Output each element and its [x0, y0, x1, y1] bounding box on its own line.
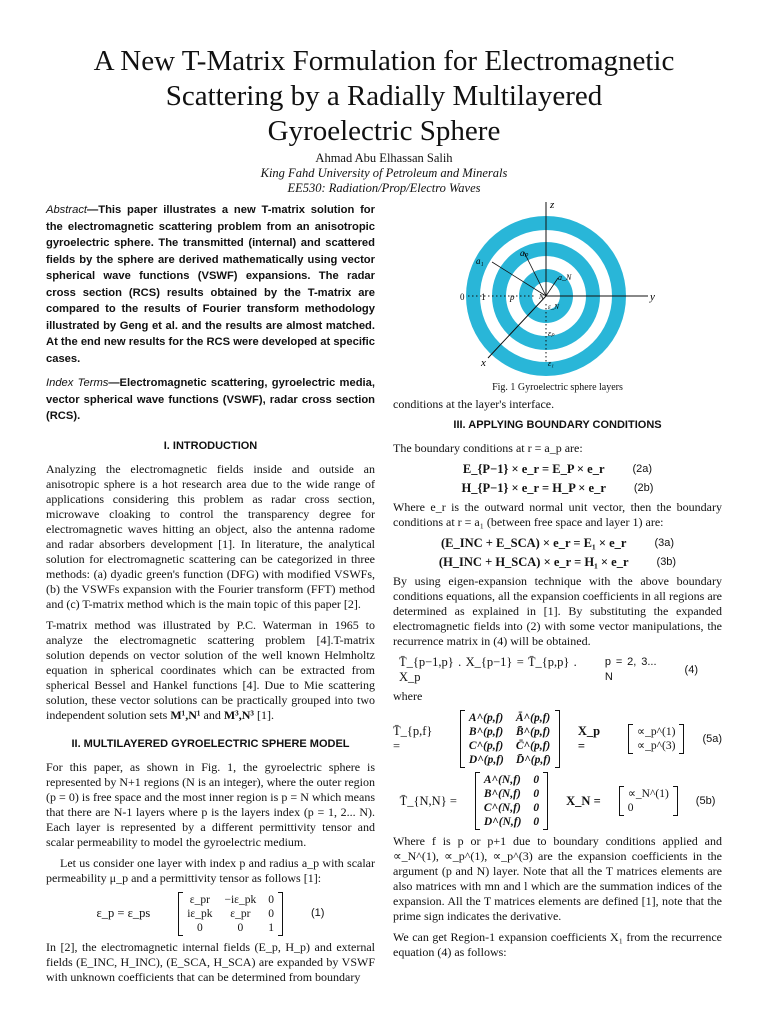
- model-paragraph-2: Let us consider one layer with index p and radius a_p with scalar permeability μ_p and a permittivity tensor as follows [1]:: [46, 855, 375, 885]
- matrix-cell: A^(N,f): [483, 774, 521, 786]
- matrix-cell: 0: [196, 921, 203, 934]
- vector-cell: 0: [627, 802, 634, 814]
- equation-2a: [393, 462, 722, 477]
- equation-5b: [393, 772, 722, 830]
- eq1-matrix: [178, 892, 283, 936]
- intro-p2-end: [1].: [254, 707, 275, 722]
- left-column: [46, 202, 375, 991]
- eq3a-number: (3a): [654, 537, 675, 549]
- vector-cell: ∝_N^(1): [627, 788, 669, 800]
- eq5b-lhs: T̄_{N,N} =: [399, 793, 457, 808]
- right-column: [393, 397, 722, 966]
- section-heading-model: II. MULTILAYERED GYROELECTRIC SPHERE MODEL: [71, 737, 350, 750]
- matrix-cell: B^(N,f): [483, 788, 521, 800]
- equation-2b: [393, 481, 722, 496]
- matrix-cell: D̄^(p,f): [515, 754, 551, 766]
- eq5b-number: (5b): [695, 794, 716, 807]
- matrix-cell: C̄^(p,f): [515, 740, 551, 752]
- eq3a-text: (E_INC + E_SCA) × e_r = E₁ × e_r: [440, 536, 627, 550]
- author-name: Ahmad Abu Elhassan Salih: [315, 151, 453, 165]
- eq5a-lhs: T̄_{p,f} =: [393, 724, 433, 753]
- matrix-cell: A^(p,f): [468, 712, 504, 724]
- eq3b-text: (H_INC + H_SCA) × e_r = H₁ × e_r: [438, 555, 629, 569]
- eq5a-x-lhs: X_p =: [577, 724, 601, 753]
- index-terms: [46, 375, 375, 425]
- vector-cell: ∝_p^(3): [636, 740, 676, 752]
- eq1-lhs: ε_p = ε_ps: [96, 906, 151, 920]
- matrix-cell: 0: [237, 921, 244, 934]
- eq4-text: T̄_{p−1,p} . X_{p−1} = T̄_{p,p} . X_p: [399, 655, 577, 684]
- bc-paragraph-2: Where e_r is the outward normal unit vector, then the boundary conditions at r = a₁ (between free space and layer 1) are:: [393, 500, 722, 529]
- vector-cell: ∝_p^(1): [636, 726, 676, 738]
- author-block: [0, 151, 768, 196]
- index-terms-text: —Electromagnetic scattering, gyroelectric media, vector spherical wave functions (VSWF), radar cross section (RCS).: [46, 377, 375, 422]
- intro-paragraph-1: Analyzing the electromagnetic fields inside and outside an anisotropic sphere is a hot research area due to the wide range of applications considering this problem as radar cross section, microwave cloaking to control the transparency degree for electromagnetic waves hitting an object, also the antenna radome and radar absorbers development [1]. In literature, the analytical solution for electromagnetic scattering can be categorized in three methods: (a) dyadic green's function (DFG) with modified VSWFs, (b) the VSWFs expansion with the Fourier transform (FFT) method and (c) T-matrix method which is the main topic of this paper [2].: [46, 461, 375, 611]
- bc-paragraph-5: We can get Region-1 expansion coefficients X₁ from the recurrence equation (4) as follows:: [393, 930, 722, 959]
- bc-paragraph-0: conditions at the layer's interface.: [393, 397, 555, 411]
- eq5b-x-lhs: X_N =: [566, 793, 601, 808]
- sphere-layers-diagram: [448, 196, 688, 376]
- matrix-cell: 0: [533, 774, 540, 786]
- index-terms-lead: Index Terms: [46, 377, 109, 389]
- section-heading-intro: I. INTRODUCTION: [163, 439, 258, 452]
- eq2b-number: (2b): [633, 482, 654, 494]
- matrix-cell: ε_pr: [189, 893, 210, 906]
- matrix-cell: 0: [268, 907, 274, 920]
- matrix-cell: D^(p,f): [468, 754, 504, 766]
- equation-3b: [393, 555, 722, 570]
- bc-paragraph-1: The boundary conditions at r = a_p are:: [393, 441, 583, 455]
- matrix-cell: Ā^(p,f): [515, 712, 551, 724]
- equation-4: [393, 655, 722, 685]
- intro-paragraph-2: [46, 618, 375, 723]
- eq5a-matrix: [460, 710, 560, 768]
- solution-set-1: M¹,N¹: [170, 707, 201, 722]
- figure-caption-text: Fig. 1 Gyroelectric sphere layers: [492, 382, 623, 393]
- abstract-lead: Abstract: [46, 204, 88, 216]
- title-line: Scattering by a Radially Multilayered: [165, 80, 603, 112]
- fig-label-y: y: [650, 291, 655, 303]
- equation-3a: [393, 536, 722, 551]
- eq5a-number: (5a): [702, 732, 722, 745]
- eq3b-number: (3b): [656, 556, 677, 568]
- equation-5a: [393, 710, 722, 768]
- figure-1: [448, 196, 688, 376]
- title-line: Gyroelectric Sphere: [267, 115, 501, 147]
- fig-label-eps-1: ε₁: [548, 359, 554, 368]
- fig-label-region-p: p: [510, 292, 515, 302]
- where-label: where: [393, 689, 423, 703]
- fig-label-eps-p: εₚ: [548, 329, 555, 338]
- matrix-cell: ε_pr: [230, 907, 251, 920]
- figure-caption: [393, 376, 722, 395]
- section-heading-boundary: III. APPLYING BOUNDARY CONDITIONS: [453, 419, 662, 431]
- matrix-cell: B̄^(p,f): [515, 726, 551, 738]
- fig-label-region-1: 1: [481, 292, 486, 302]
- fig-label-z: z: [550, 199, 555, 211]
- matrix-cell: C^(p,f): [468, 740, 504, 752]
- eq4-range: p = 2, 3... N: [604, 656, 657, 683]
- fig-label-a1: a₁: [476, 256, 484, 266]
- matrix-cell: −iε_pk: [224, 893, 257, 906]
- fig-label-eps-N: ε_N: [548, 303, 559, 311]
- eq5b-matrix: [475, 772, 548, 830]
- intro-p2-and: and: [200, 707, 224, 722]
- matrix-cell: 0: [533, 816, 540, 828]
- title-line: A New T-Matrix Formulation for Electromagnetic: [93, 45, 675, 77]
- eq5b-x-vector: [619, 786, 678, 816]
- eq1-number: (1): [311, 907, 325, 919]
- solution-set-3: M³,N³: [223, 707, 255, 722]
- matrix-cell: 0: [533, 788, 540, 800]
- model-paragraph-1: For this paper, as shown in Fig. 1, the gyroelectric sphere is represented by N+1 regions (N is an integer), where the outer region (p = 0) is free space and the most inner region is p = N which means that there are N-1 layers where p is the layers index (p = 1, 2... N). Each layer is represented by a different permittivity tensor and scalar permeability to model the gyroelectric medium.: [46, 759, 375, 849]
- fig-label-x: x: [481, 357, 486, 369]
- eq2b-text: H_{P−1} × e_r = H_P × e_r: [461, 481, 606, 495]
- fig-label-region-0: 0: [460, 292, 465, 302]
- eq4-number: (4): [684, 663, 698, 676]
- matrix-cell: B^(p,f): [468, 726, 504, 738]
- paper-title: [0, 44, 768, 149]
- eq2a-text: E_{P−1} × e_r = E_P × e_r: [462, 462, 605, 476]
- eq5a-x-vector: [628, 724, 685, 754]
- author-affiliation: King Fahd University of Petroleum and Minerals: [260, 166, 508, 180]
- intro-p2-text: T-matrix method was illustrated by P.C. Waterman in 1965 to analyze the electromagnetic scattering problem [4].T-matrix solution depends on vector solution of the well known Helmholtz equation in spherical coordinates which can be extracted from spherical Bessel and Hankel functions [4]. Due to Mie scattering solution, these vector solutions can be practically grouped into two independent solution sets: [46, 617, 375, 722]
- abstract-text: —This paper illustrates a new T-matrix solution for the electromagnetic scattering problem from an anisotropic gyroelectric sphere. The transmitted (internal) and scattered fields by the sphere are derived mathematically using vector spherical wave functions (VSWF) expansions. The radar cross section (RCS) results obtained by the T-matrix are compared to the results of Fourier transform methodology illustrated by Geng et al. and the results are almost matched. At the end new results for the RCS were developed at specific cases.: [46, 204, 375, 365]
- bc-paragraph-4: Where f is p or p+1 due to boundary conditions applied and ∝_N^(1), ∝_p^(1), ∝_p^(3) are the expansion coefficients in the argument (p and N) layer. Note that all the T matrices elements are also matrices with mn and l which are the summation indices of the expansion. All the T matrices elements are defined [1], note that the prime sign indicates the derivative.: [393, 834, 722, 923]
- matrix-cell: 0: [268, 893, 274, 906]
- matrix-cell: iε_pk: [187, 907, 213, 920]
- author-course: EE530: Radiation/Prop/Electro Waves: [287, 181, 481, 195]
- matrix-cell: 1: [268, 921, 274, 934]
- matrix-cell: 0: [533, 802, 540, 814]
- fig-label-ap: aₚ: [520, 248, 529, 258]
- equation-1: [46, 892, 375, 936]
- bc-paragraph-3: By using eigen-expansion technique with the above boundary conditions equations, all the expansion coefficients in all regions are determined as explained in [1]. By substituting the expanded electromagnetic fields into (2) with some vector manipulations, the recurrence matrix in (4) will be obtained.: [393, 574, 722, 648]
- fig-label-aN: a_N: [558, 273, 572, 282]
- abstract: [46, 202, 375, 367]
- matrix-cell: C^(N,f): [483, 802, 521, 814]
- matrix-cell: D^(N,f): [483, 816, 522, 828]
- model-paragraph-3: In [2], the electromagnetic internal fields (E_p, H_p) and external fields (E_INC, H_INC), (E_SCA, H_SCA) are expanded by VSWF with unknown coefficients that can be determined from boundary: [46, 939, 375, 984]
- fig-label-region-N: N: [539, 293, 544, 301]
- eq2a-number: (2a): [632, 463, 653, 475]
